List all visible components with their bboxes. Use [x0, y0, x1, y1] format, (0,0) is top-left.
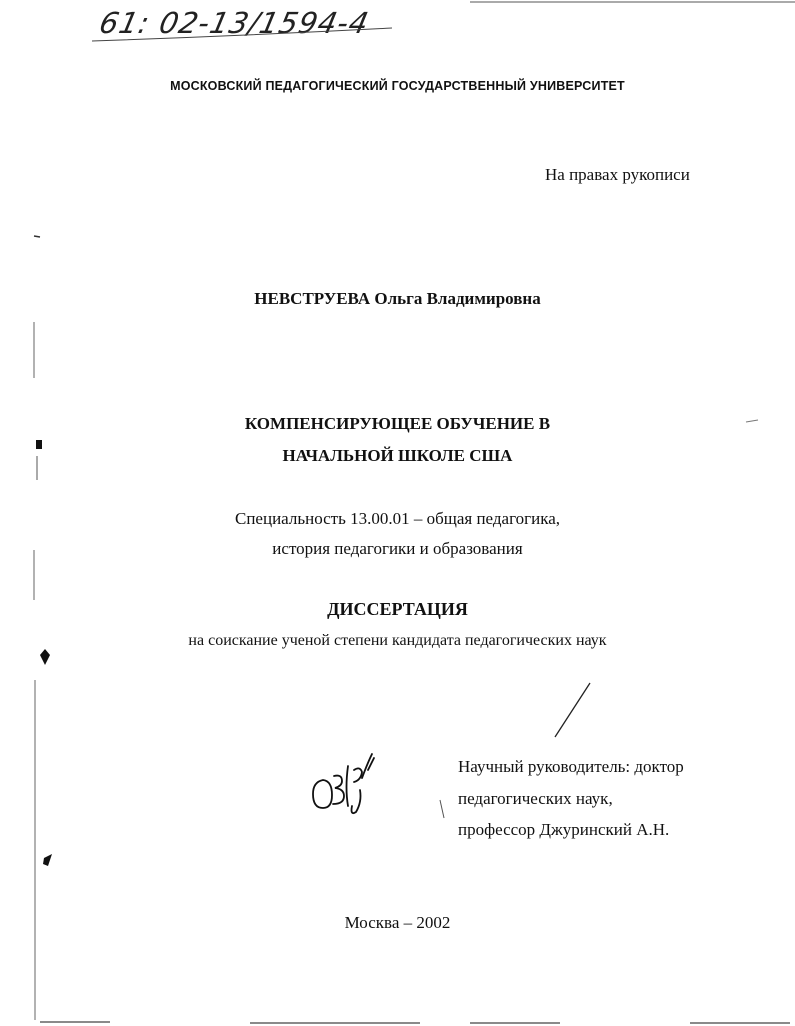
pen-tick: [440, 800, 444, 818]
thesis-title-line-2: НАЧАЛЬНОЙ ШКОЛЕ США: [282, 446, 513, 465]
supervisor-line-1: Научный руководитель: доктор: [458, 757, 684, 776]
specialty-line-2: история педагогики и образования: [272, 539, 523, 558]
city-year: Москва – 2002: [344, 913, 451, 932]
left-margin-blot: [40, 649, 50, 665]
supervisor-line-2: педагогических наук,: [458, 789, 613, 808]
degree-description: на соискание ученой степени кандидата педагогических наук: [188, 632, 607, 649]
specialty-line-1: Специальность 13.00.01 – общая педагогика,: [235, 509, 560, 528]
left-margin-tick: [34, 236, 40, 237]
document-type: ДИССЕРТАЦИЯ: [327, 599, 468, 619]
rights-note: На правах рукописи: [545, 165, 690, 184]
code-underline: [92, 28, 392, 41]
pen-stroke: [555, 683, 590, 737]
signature: [313, 754, 374, 813]
thesis-title-line-1: КОМПЕНСИРУЮЩЕЕ ОБУЧЕНИЕ В: [244, 414, 551, 433]
university-name: МОСКОВСКИЙ ПЕДАГОГИЧЕСКИЙ ГОСУДАРСТВЕННЫЙ УНИВЕРСИТЕТ: [170, 79, 625, 93]
right-margin-mark: [746, 420, 758, 422]
author-name: НЕВСТРУЕВА Ольга Владимировна: [254, 289, 541, 308]
left-margin-blot: [43, 854, 52, 866]
handwritten-registration-code: 61: 02-13/1594-4: [96, 6, 373, 40]
left-margin-dot: [36, 440, 42, 449]
supervisor-line-3: профессор Джуринский А.Н.: [458, 820, 670, 839]
